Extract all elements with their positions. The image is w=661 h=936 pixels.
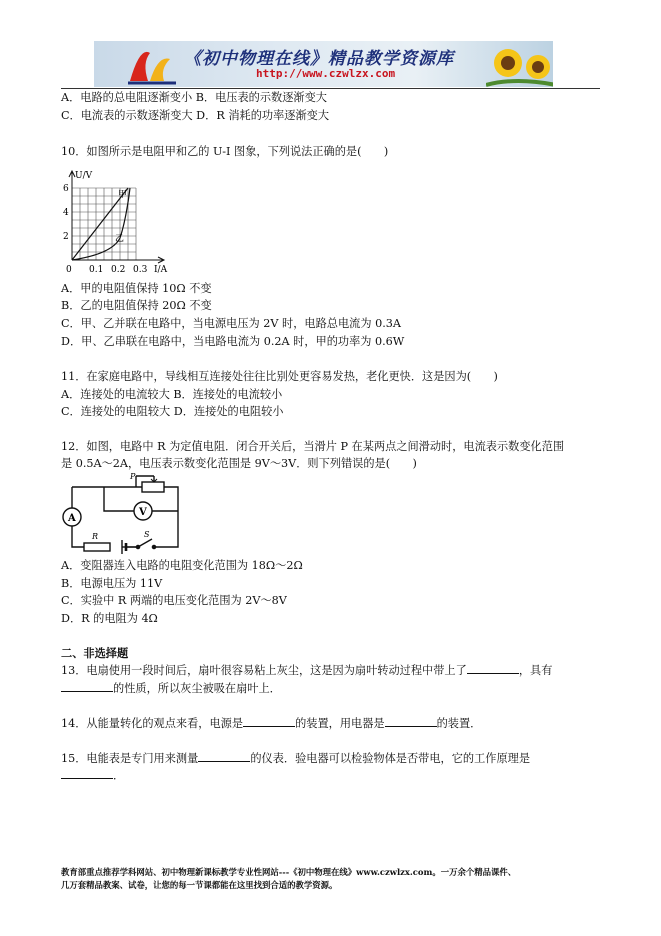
q13-text-1: 13．电扇使用一段时间后，扇叶很容易粘上灰尘，这是因为扇叶转动过程中带上了 xyxy=(61,664,467,677)
q14-text-3: 的装置． xyxy=(436,717,482,730)
y-axis-label: U/V xyxy=(75,171,93,181)
q15-text-1: 15．电能表是专门用来测量 xyxy=(61,752,199,765)
q11-option-ab: A．连接处的电流较大 B．连接处的电流较小 xyxy=(61,388,283,401)
y-tick-6: 6 xyxy=(63,184,69,194)
q10-option-c: C．甲、乙并联在电路中，当电源电压为 2V 时，电路总电流为 0.3A xyxy=(61,317,401,330)
banner-url: http://www.czwlzx.com xyxy=(256,67,396,80)
x-tick-0: 0 xyxy=(66,265,72,275)
q15-line-2 xyxy=(61,768,124,783)
q14-blank-2[interactable] xyxy=(385,716,437,727)
q11-stem: 11．在家庭电路中，导线相互连接处往往比别处更容易发热，老化更快．这是因为( ) xyxy=(61,370,498,383)
header-rule xyxy=(61,88,600,89)
footer-line-1: 教育部重点推荐学科网站、初中物理新课标教学专业性网站---《初中物理在线》www.czwlzx.com。一万余个精品课件、 xyxy=(61,867,517,877)
q15-blank-1[interactable] xyxy=(198,751,250,762)
switch-icon xyxy=(136,539,155,549)
q12-circuit-diagram xyxy=(60,473,190,555)
q12-stem-2: 是 0.5A～2A，电压表示数变化范围是 9V～3V．则下列错误的是( ) xyxy=(61,457,417,470)
label-jia: 甲 xyxy=(118,190,128,200)
resistor-label: R xyxy=(92,532,99,541)
q9-option-cd: C．电流表的示数逐渐变大 D．R 消耗的功率逐渐变大 xyxy=(61,109,330,122)
header-banner xyxy=(94,41,553,87)
section-title: 二、非选择题 xyxy=(61,646,129,660)
q11-option-cd: C．连接处的电阻较大 D．连接处的电阻较小 xyxy=(61,405,284,418)
banner-title: 《初中物理在线》精品教学资源库 xyxy=(184,49,454,69)
y-tick-2: 2 xyxy=(63,232,69,242)
q12-option-a: A．变阻器连入电路的电阻变化范围为 18Ω～2Ω xyxy=(61,559,303,572)
logo-icon xyxy=(120,41,190,87)
q10-option-b: B．乙的电阻值保持 20Ω 不变 xyxy=(61,299,212,312)
switch-label: S xyxy=(144,530,150,539)
q15-text-3: ． xyxy=(113,769,125,782)
q10-ui-graph xyxy=(60,168,180,278)
q15-blank-2[interactable] xyxy=(61,768,113,779)
q14-text-2: 的装置，用电器是 xyxy=(295,717,385,730)
q10-option-d: D．甲、乙串联在电路中，当电路电流为 0.2A 时，甲的功率为 0.6W xyxy=(61,335,405,348)
x-tick-0.3: 0.3 xyxy=(133,265,148,275)
q13-line-2 xyxy=(61,681,281,696)
q12-stem-1: 12．如图，电路中 R 为定值电阻．闭合开关后，当滑片 P 在某两点之间滑动时，电流表示数变化范围 xyxy=(61,440,565,453)
q9-option-ab: A．电路的总电阻逐渐变小 B．电压表的示数逐渐变大 xyxy=(61,91,327,104)
q10-stem: 10．如图所示是电阻甲和乙的 U-I 图象，下列说法正确的是( ) xyxy=(61,145,389,158)
q14-blank-1[interactable] xyxy=(243,716,295,727)
q13-blank-1[interactable] xyxy=(467,663,519,674)
q15-text-2: 的仪表．验电器可以检验物体是否带电，它的工作原理是 xyxy=(250,752,531,765)
slider-label: P xyxy=(130,473,136,481)
ammeter-label: A xyxy=(68,513,76,524)
q10-option-a: A．甲的电阻值保持 10Ω 不变 xyxy=(61,282,212,295)
label-yi: 乙 xyxy=(115,234,125,244)
voltmeter-label: V xyxy=(139,507,147,518)
q13-text-2: ，具有 xyxy=(518,664,553,677)
q12-option-d: D．R 的电阻为 4Ω xyxy=(61,612,158,625)
q13-text-3: 的性质，所以灰尘被吸在扇叶上． xyxy=(113,682,281,695)
resistor-icon xyxy=(84,543,110,551)
q15-line-1 xyxy=(61,751,530,766)
y-tick-4: 4 xyxy=(63,208,69,218)
sunflower-icon xyxy=(486,41,553,87)
footer-line-2: 几万套精品教案、试卷，让您的每一节课都能在这里找到合适的教学资源。 xyxy=(61,880,338,890)
x-axis-label: I/A xyxy=(154,265,168,275)
q14-line xyxy=(61,716,481,731)
q12-option-c: C．实验中 R 两端的电压变化范围为 2V～8V xyxy=(61,594,287,607)
q13-blank-2[interactable] xyxy=(61,681,113,692)
q12-option-b: B．电源电压为 11V xyxy=(61,577,163,590)
q13-line-1 xyxy=(61,663,552,678)
q14-text-1: 14．从能量转化的观点来看，电源是 xyxy=(61,717,244,730)
x-tick-0.2: 0.2 xyxy=(111,265,126,275)
x-tick-0.1: 0.1 xyxy=(89,265,104,275)
